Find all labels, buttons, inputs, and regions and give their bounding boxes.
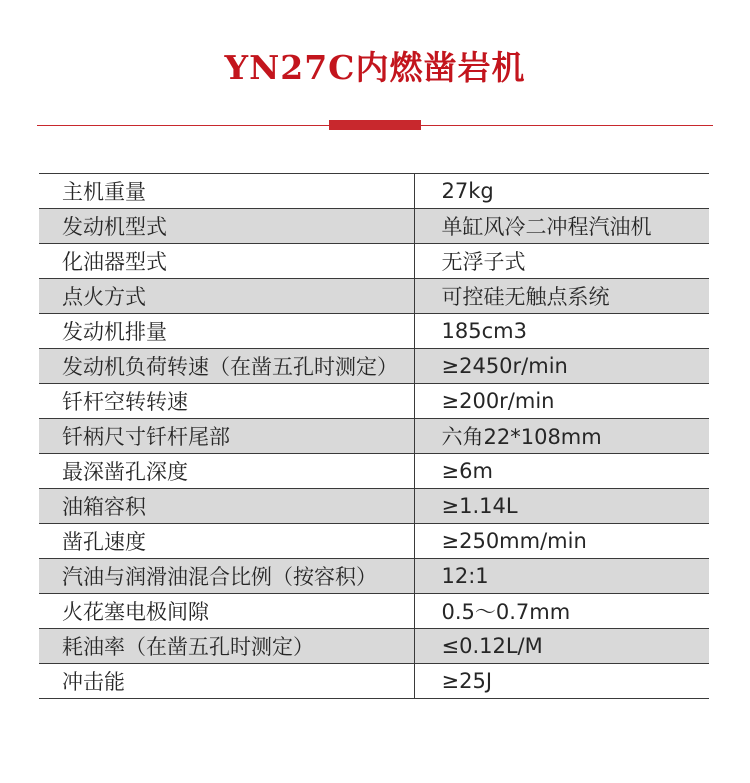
spec-label: 凿孔速度 (39, 524, 414, 559)
table-row (39, 454, 709, 489)
spec-value: ≥200r/min (414, 384, 709, 419)
page-title: YN27C内燃凿岩机 (224, 48, 526, 87)
spec-label: 点火方式 (39, 279, 414, 314)
spec-value: ≥2450r/min (414, 349, 709, 384)
spec-label: 化油器型式 (39, 244, 414, 279)
spec-value: ≥25J (414, 664, 709, 699)
spec-value: 单缸风冷二冲程汽油机 (414, 209, 709, 244)
spec-value: ≥1.14L (414, 489, 709, 524)
spec-value: 无浮子式 (414, 244, 709, 279)
spec-label: 主机重量 (39, 174, 414, 209)
spec-label: 发动机排量 (39, 314, 414, 349)
spec-value: ≤0.12L/M (414, 629, 709, 664)
table-row (39, 279, 709, 314)
table-row (39, 349, 709, 384)
spec-label: 火花塞电极间隙 (39, 594, 414, 629)
table-row (39, 384, 709, 419)
table-row (39, 594, 709, 629)
spec-label: 发动机型式 (39, 209, 414, 244)
spec-value: 27kg (414, 174, 709, 209)
table-row (39, 419, 709, 454)
spec-label: 最深凿孔深度 (39, 454, 414, 489)
spec-label: 冲击能 (39, 664, 414, 699)
spec-value: 12:1 (414, 559, 709, 594)
spec-label: 油箱容积 (39, 489, 414, 524)
table-row (39, 314, 709, 349)
table-row (39, 244, 709, 279)
table-row (39, 664, 709, 699)
spec-value: 六角22*108mm (414, 419, 709, 454)
spec-table-body (39, 174, 709, 699)
table-row (39, 489, 709, 524)
spec-table (39, 173, 709, 699)
spec-value: 可控硅无触点系统 (414, 279, 709, 314)
spec-label: 钎杆空转转速 (39, 384, 414, 419)
spec-value: 185cm3 (414, 314, 709, 349)
table-row (39, 209, 709, 244)
table-row (39, 629, 709, 664)
spec-label: 耗油率（在凿五孔时测定） (39, 629, 414, 664)
spec-label: 发动机负荷转速（在凿五孔时测定） (39, 349, 414, 384)
spec-value: 0.5～0.7mm (414, 594, 709, 629)
spec-value: ≥6m (414, 454, 709, 489)
title-divider-accent (329, 120, 421, 130)
table-row (39, 559, 709, 594)
spec-label: 钎柄尺寸钎杆尾部 (39, 419, 414, 454)
spec-label: 汽油与润滑油混合比例（按容积） (39, 559, 414, 594)
table-row (39, 524, 709, 559)
table-row (39, 174, 709, 209)
spec-value: ≥250mm/min (414, 524, 709, 559)
